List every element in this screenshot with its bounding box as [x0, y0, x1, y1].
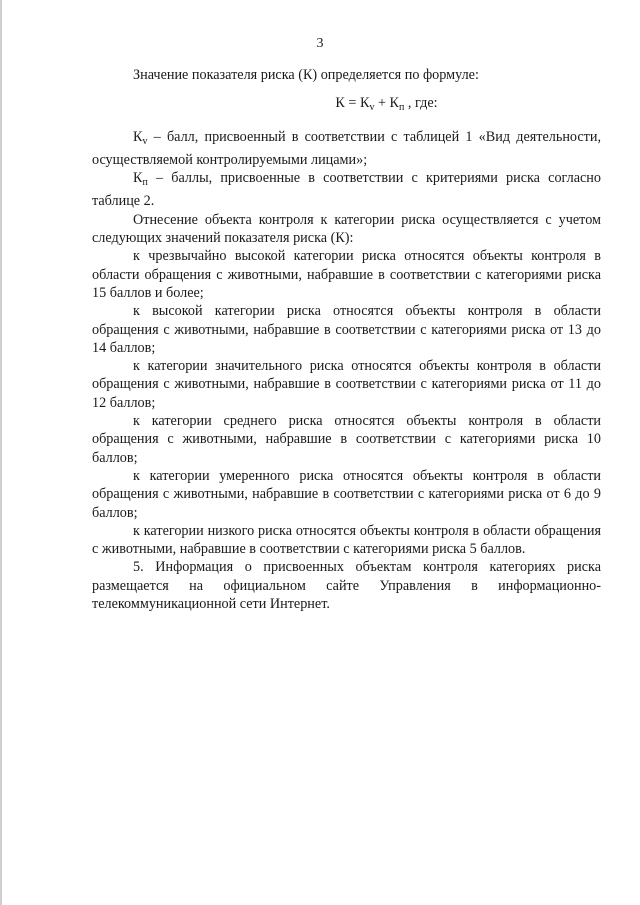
definition-kv-symbol: К	[133, 128, 143, 145]
definition-kv-sub: v	[142, 135, 148, 147]
definition-kp-sub: п	[142, 177, 148, 189]
definition-kp-text: – баллы, присвоенные в соответствии с критериями риска согласно таблице 2.	[92, 170, 601, 210]
assignment-paragraph: Отнесение объекта контроля к категории риска осуществляется с учетом следующих значений показателя риска (К):	[92, 211, 601, 247]
definition-kp-symbol: К	[133, 170, 143, 187]
formula-lhs: К = К	[335, 95, 370, 112]
category-high: к высокой категории риска относятся объекты контроля в области обращения с животными, набравшие в соответствии с категориями риска от 13 до 14 баллов;	[92, 303, 601, 356]
category-moderate: к категории умеренного риска относятся объекты контроля в области обращения с животными, набравшие в соответствии с категориями риска от 6 до 9 баллов;	[92, 467, 601, 521]
category-extremely-high: к чрезвычайно высокой категории риска относятся объекты контроля в области обращения с животными, набравшие в соответствии с категориями риска 15 баллов и более;	[92, 248, 601, 301]
formula-sub-v: v	[369, 102, 375, 114]
definition-kv-text: – балл, присвоенный в соответствии с таблицей 1 «Вид деятельности, осуществляемой контролируемыми лицами»;	[92, 128, 601, 168]
definition-kp	[92, 169, 601, 211]
risk-formula	[92, 94, 601, 117]
formula-sub-p: п	[399, 102, 405, 114]
intro-paragraph: Значение показателя риска (К) определяется по формуле:	[133, 67, 479, 83]
page-number: 3	[316, 36, 324, 51]
item-5-paragraph: 5. Информация о присвоенных объектам контроля категориях риска размещается на официальном сайте Управления в информационно-телекоммуникационной сети Интернет.	[92, 559, 601, 613]
formula-tail: , где:	[404, 95, 438, 112]
formula-plus: + К	[374, 95, 399, 112]
category-significant: к категории значительного риска относятся объекты контроля в области обращения с животными, набравшие в соответствии с категориями риска от 11 до 12 баллов;	[92, 358, 601, 411]
category-medium: к категории среднего риска относятся объекты контроля в области обращения с животными, набравшие в соответствии с категориями риска 10 баллов;	[92, 413, 601, 466]
scan-edge	[0, 0, 2, 905]
document-body	[92, 66, 601, 613]
category-low: к категории низкого риска относятся объекты контроля в области обращения с животными, набравшие в соответствии с категориями риска 5 баллов.	[92, 522, 601, 558]
definition-kv	[92, 128, 601, 170]
